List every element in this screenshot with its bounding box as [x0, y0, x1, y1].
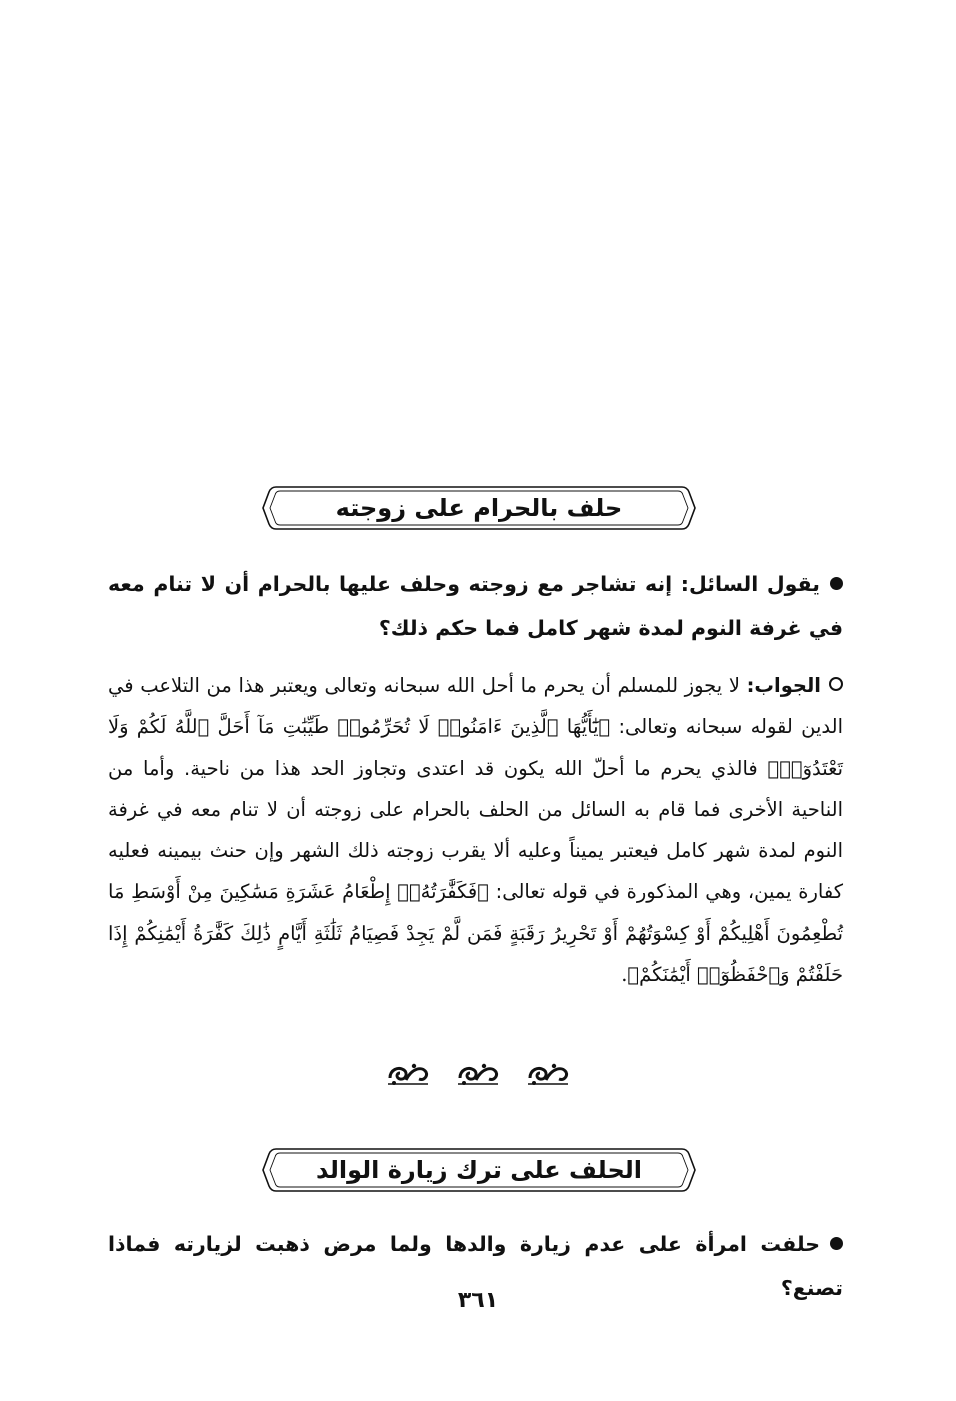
- question-text: حلفت امرأة على عدم زيارة والدها ولما مرض ذهبت لزيارته فماذا تصنع؟: [108, 1232, 843, 1300]
- ornament-icon: [526, 1060, 570, 1086]
- section-title: حلف بالحرام على زوجته: [335, 494, 623, 522]
- quran-verse: ﴿فَكَفَّٰرَتُهُۥٓ إِطْعَامُ عَشَرَةِ مَسَٰكِينَ مِنْ أَوْسَطِ مَا تُطْعِمُونَ أَهْلِيكُمْ أَوْ كِسْوَتُهُمْ أَوْ تَحْرِيرُ رَقَبَةٍ فَمَن لَّمْ يَجِدْ فَصِيَامُ ثَلَٰثَةِ أَيَّامٍ ذَٰلِكَ كَفَّٰرَةُ أَيْمَٰنِكُمْ إِذَا حَلَفْتُمْ وَٱحْفَظُوٓا۟ أَيْمَٰنَكُمْ﴾.: [108, 880, 843, 987]
- section-title-box: [262, 1146, 696, 1194]
- ornament-divider: [0, 1060, 956, 1086]
- answer-text-part1: لا يجوز للمسلم أن يحرم ما أحل الله سبحانه وتعالى ويعتبر هذا من التلاعب في الدين لقوله سبحانه وتعالى:: [108, 674, 843, 739]
- ornament-icon: [456, 1060, 500, 1086]
- bullet-icon: [830, 577, 843, 590]
- answer-label: الجواب:: [746, 674, 821, 697]
- ring-bullet-icon: [829, 677, 843, 691]
- question-paragraph: [108, 562, 843, 650]
- answer-text-part2: فالذي يحرم ما أحلّ الله يكون قد اعتدى وتجاوز الحد هذا من ناحية. وأما من الناحية الأخرى فما قام به السائل من الحلف بالحرام على زوجته أن لا تنام معه في غرفة النوم لمدة شهر كامل فيعتبر يميناً وعليه ألا يقرب زوجته ذلك الشهر وإن حنث بيمينه فعليه كفارة يمين، وهي المذكورة في قوله تعالى:: [108, 756, 843, 904]
- quran-verse: ﴿يَٰٓأَيُّهَا ٱلَّذِينَ ءَامَنُوا۟ لَا تُحَرِّمُوا۟ طَيِّبَٰتِ مَآ أَحَلَّ ٱللَّهُ لَكُمْ وَلَا تَعْتَدُوٓا۟﴾: [108, 715, 843, 780]
- answer-paragraph: [108, 665, 843, 995]
- page-number: ٣٦١: [457, 1288, 499, 1313]
- ornament-icon: [386, 1060, 430, 1086]
- section-title-box: [262, 484, 696, 532]
- bullet-icon: [830, 1237, 843, 1250]
- section-title: الحلف على ترك زيارة الوالد: [316, 1156, 642, 1184]
- question-text: يقول السائل: إنه تشاجر مع زوجته وحلف عليها بالحرام أن لا تنام معه في غرفة النوم لمدة شهر كامل فما حكم ذلك؟: [108, 572, 843, 640]
